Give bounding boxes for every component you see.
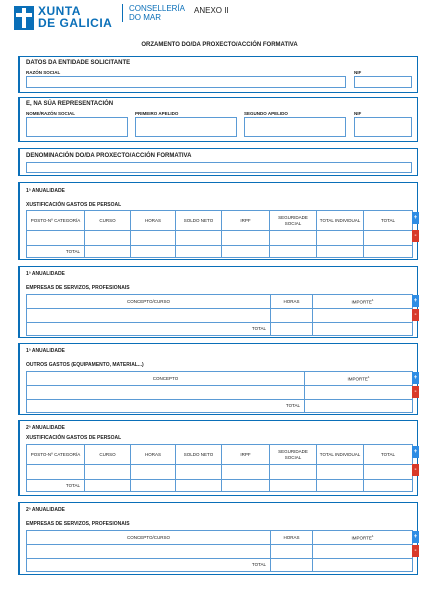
col-header-irpf: IRPF xyxy=(222,445,270,465)
footnote-mark: 1 xyxy=(371,534,374,539)
personnel-year2-section xyxy=(18,420,418,496)
total-cell[interactable] xyxy=(222,480,270,492)
total-row xyxy=(27,400,413,413)
department-name xyxy=(122,4,185,22)
total-cell[interactable] xyxy=(364,246,413,258)
col-header-category: POSTO-Nº CATEGORÍA xyxy=(27,445,85,465)
col-header-irpf: IRPF xyxy=(222,211,270,231)
representative-title: E, NA SÚA REPRESENTACIÓN xyxy=(26,101,114,107)
total-cell[interactable] xyxy=(313,559,413,572)
table-cell[interactable] xyxy=(131,231,176,246)
col-header-individual-total: TOTAL INDIVIDUAL xyxy=(317,211,364,231)
rep-surname1-input[interactable] xyxy=(135,117,237,137)
remove-row-button[interactable]: - xyxy=(412,309,419,321)
project-section xyxy=(18,148,418,176)
services-year2-section xyxy=(18,502,418,575)
personnel-table xyxy=(26,210,413,258)
table-cell[interactable] xyxy=(364,465,413,480)
table-cell[interactable] xyxy=(85,465,131,480)
services-year1-section xyxy=(18,266,418,338)
remove-row-button[interactable]: - xyxy=(412,386,419,398)
other-year1-section xyxy=(18,343,418,415)
amount-header-text: IMPORTE xyxy=(351,535,372,541)
total-cell[interactable] xyxy=(271,559,313,572)
rep-name-label: NOME/RAZÓN SOCIAL xyxy=(26,111,75,116)
table-row xyxy=(27,545,413,559)
col-header-amount xyxy=(305,372,413,386)
total-label: TOTAL xyxy=(27,480,85,492)
col-header-social-security: SEGURIDADE SOCIAL xyxy=(270,211,317,231)
total-cell[interactable] xyxy=(271,323,313,336)
table-cell[interactable] xyxy=(364,231,413,246)
personnel-year1-section xyxy=(18,182,418,260)
col-header-net-salary: SOLDO NETO xyxy=(176,445,222,465)
add-row-button[interactable]: + xyxy=(412,372,419,384)
table-cell[interactable] xyxy=(27,545,271,559)
total-cell[interactable] xyxy=(317,246,364,258)
table-cell[interactable] xyxy=(317,231,364,246)
block-subtitle: EMPRESAS DE SERVIZOS, PROFESIONAIS xyxy=(26,285,130,291)
table-cell[interactable] xyxy=(313,545,413,559)
total-cell[interactable] xyxy=(305,400,413,413)
total-cell[interactable] xyxy=(270,246,317,258)
table-cell[interactable] xyxy=(176,231,222,246)
annex-label: ANEXO II xyxy=(194,6,229,15)
applicant-nif-input[interactable] xyxy=(354,76,412,88)
rep-name-input[interactable] xyxy=(26,117,128,137)
col-header-category: POSTO-Nº CATEGORÍA xyxy=(27,211,85,231)
table-row xyxy=(27,309,413,323)
table-cell[interactable] xyxy=(131,465,176,480)
table-cell[interactable] xyxy=(222,231,270,246)
col-header-total: TOTAL xyxy=(364,211,413,231)
galicia-cross-icon xyxy=(14,6,34,30)
block-subtitle: EMPRESAS DE SERVIZOS, PROFESIONAIS xyxy=(26,521,130,527)
add-row-button[interactable]: + xyxy=(412,212,419,224)
block-subtitle: XUSTIFICACIÓN GASTOS DE PERSOAL xyxy=(26,435,122,441)
rep-nif-label: NIF xyxy=(354,111,362,116)
add-row-button[interactable]: + xyxy=(412,295,419,307)
table-cell[interactable] xyxy=(271,309,313,323)
applicant-title: DATOS DA ENTIDADE SOLICITANTE xyxy=(26,60,131,66)
table-row xyxy=(27,386,413,400)
company-name-input[interactable] xyxy=(26,76,346,88)
footnote-mark: 1 xyxy=(367,375,370,380)
other-costs-table xyxy=(26,371,413,413)
total-label: TOTAL xyxy=(27,400,305,413)
project-title: DENOMINACIÓN DO/DA PROXECTO/ACCIÓN FORMATIVA xyxy=(26,153,192,159)
logo-line-1: XUNTA xyxy=(38,4,81,18)
amount-header-text: IMPORTE xyxy=(351,299,372,305)
block-year-label: 2ª ANUALIDADE xyxy=(26,507,65,513)
total-label: TOTAL xyxy=(27,559,271,572)
table-cell[interactable] xyxy=(27,309,271,323)
remove-row-button[interactable]: - xyxy=(412,230,419,242)
col-header-course: CURSO xyxy=(85,445,131,465)
block-year-label: 1ª ANUALIDADE xyxy=(26,271,65,277)
total-cell[interactable] xyxy=(85,246,131,258)
table-cell[interactable] xyxy=(313,309,413,323)
total-label: TOTAL xyxy=(27,323,271,336)
remove-row-button[interactable]: - xyxy=(412,545,419,557)
table-cell[interactable] xyxy=(270,465,317,480)
representative-section xyxy=(18,97,418,142)
block-year-label: 1ª ANUALIDADE xyxy=(26,188,65,194)
services-table xyxy=(26,530,413,572)
personnel-table xyxy=(26,444,413,492)
block-year-label: 1ª ANUALIDADE xyxy=(26,348,65,354)
rep-surname1-label: PRIMEIRO APELIDO xyxy=(135,111,179,116)
total-cell[interactable] xyxy=(364,480,413,492)
table-cell[interactable] xyxy=(27,231,85,246)
xunta-logo xyxy=(12,4,132,34)
dept-line-2: DO MAR xyxy=(129,13,161,22)
table-row xyxy=(27,231,413,246)
table-cell[interactable] xyxy=(271,545,313,559)
remove-row-button[interactable]: - xyxy=(412,464,419,476)
company-name-label: RAZÓN SOCIAL xyxy=(26,70,61,75)
applicant-nif-label: NIF xyxy=(354,70,362,75)
table-cell[interactable] xyxy=(27,465,85,480)
col-header-hours: HORAS xyxy=(131,211,176,231)
table-cell[interactable] xyxy=(317,465,364,480)
table-cell[interactable] xyxy=(270,231,317,246)
table-cell[interactable] xyxy=(222,465,270,480)
col-header-net-salary: SOLDO NETO xyxy=(176,211,222,231)
block-subtitle: XUSTIFICACIÓN GASTOS DE PERSOAL xyxy=(26,202,122,208)
table-row xyxy=(27,465,413,480)
col-header-course: CURSO xyxy=(85,211,131,231)
col-header-amount xyxy=(313,295,413,309)
total-cell[interactable] xyxy=(131,246,176,258)
total-cell[interactable] xyxy=(176,246,222,258)
col-header-total: TOTAL xyxy=(364,445,413,465)
footnote-mark: 1 xyxy=(371,298,374,303)
block-year-label: 2ª ANUALIDADE xyxy=(26,425,65,431)
document-title: ORZAMENTO DO/DA PROXECTO/ACCIÓN FORMATIVA xyxy=(141,42,298,48)
total-cell[interactable] xyxy=(131,480,176,492)
table-cell[interactable] xyxy=(85,231,131,246)
total-cell[interactable] xyxy=(270,480,317,492)
total-cell[interactable] xyxy=(317,480,364,492)
total-row xyxy=(27,559,413,572)
amount-header-text: IMPORTE xyxy=(347,376,368,382)
col-header-individual-total: TOTAL INDIVIDUAL xyxy=(317,445,364,465)
rep-surname2-label: SEGUNDO APELIDO xyxy=(244,111,288,116)
block-subtitle: OUTROS GASTOS (EQUIPAMENTO, MATERIAL...) xyxy=(26,362,144,368)
rep-nif-input[interactable] xyxy=(354,117,412,137)
total-row xyxy=(27,480,413,492)
col-header-concept: CONCEPTO xyxy=(27,372,305,386)
project-name-input[interactable] xyxy=(26,162,412,173)
logo-line-2: DE GALICIA xyxy=(38,16,113,30)
col-header-concept-course: CONCEPTO/CURSO xyxy=(27,531,271,545)
total-label: TOTAL xyxy=(27,246,85,258)
col-header-concept-course: CONCEPTO/CURSO xyxy=(27,295,271,309)
table-cell[interactable] xyxy=(176,465,222,480)
page-header xyxy=(12,4,432,38)
total-cell[interactable] xyxy=(222,246,270,258)
table-cell[interactable] xyxy=(27,386,305,400)
col-header-hours: HORAS xyxy=(271,295,313,309)
total-cell[interactable] xyxy=(85,480,131,492)
col-header-hours: HORAS xyxy=(271,531,313,545)
total-cell[interactable] xyxy=(313,323,413,336)
col-header-hours: HORAS xyxy=(131,445,176,465)
dept-line-1: CONSELLERÍA xyxy=(129,4,186,13)
add-row-button[interactable]: + xyxy=(412,446,419,458)
col-header-social-security: SEGURIDADE SOCIAL xyxy=(270,445,317,465)
services-table xyxy=(26,294,413,336)
col-header-amount xyxy=(313,531,413,545)
applicant-section xyxy=(18,56,418,93)
total-cell[interactable] xyxy=(176,480,222,492)
add-row-button[interactable]: + xyxy=(412,531,419,543)
total-row xyxy=(27,246,413,258)
total-row xyxy=(27,323,413,336)
table-cell[interactable] xyxy=(305,386,413,400)
rep-surname2-input[interactable] xyxy=(244,117,346,137)
